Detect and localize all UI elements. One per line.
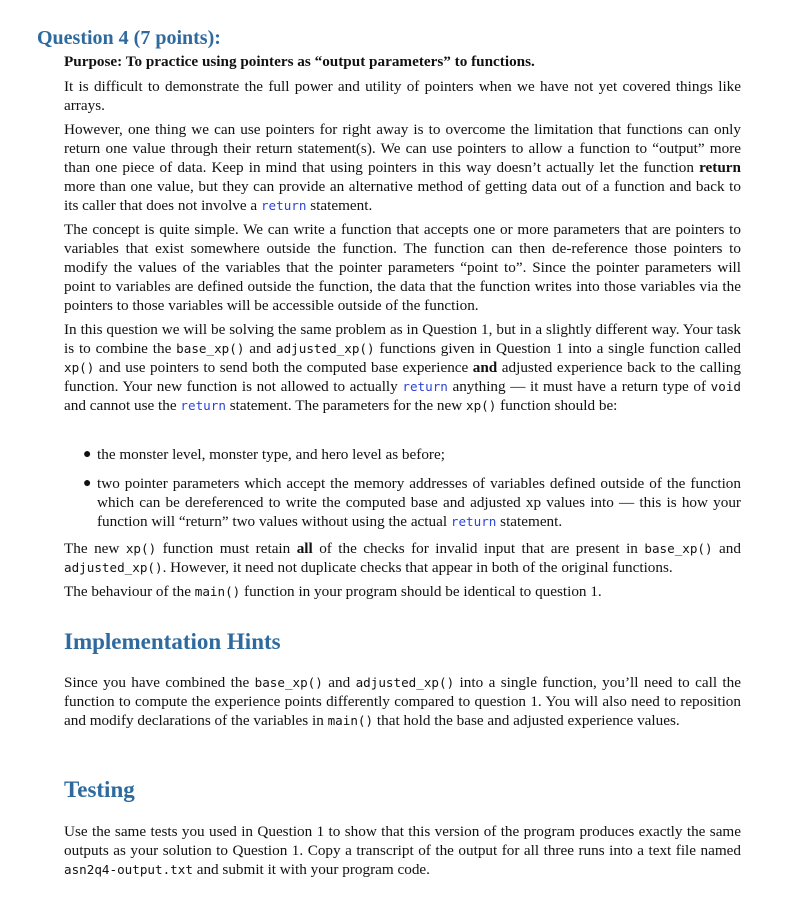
testing-heading: Testing [64, 777, 135, 802]
list-item [83, 445, 741, 464]
code-xp: xp() [125, 541, 157, 556]
paragraph-main [64, 582, 741, 601]
list-item-text: statement. [496, 513, 563, 530]
parameter-list [83, 445, 741, 531]
paragraph-concept [64, 220, 741, 315]
paragraph-limitation [64, 120, 741, 215]
bold-and: and [472, 359, 498, 376]
purpose-text: Purpose: To practice using pointers as “output parameters” to functions. [64, 53, 535, 70]
purpose-line [64, 52, 741, 71]
code-return: return [402, 379, 448, 394]
text-span: into a single function, you’ll need to call the function to compute the experience points differently compared to question 1. You will also need to reposition and modify declarations of the variables in [64, 674, 741, 729]
code-main: main() [327, 713, 374, 728]
bullet-icon: ● [83, 476, 92, 491]
text-span: The new [64, 540, 126, 557]
text-span: and cannot use the [64, 397, 181, 414]
code-filename: asn2q4-output.txt [64, 862, 193, 877]
list-item-text: the monster level, monster type, and hero level as before; [97, 446, 445, 463]
paragraph-testing [64, 822, 741, 879]
hints-heading: Implementation Hints [64, 629, 281, 654]
text-span: and [244, 340, 277, 357]
paragraph-intro-text: It is difficult to demonstrate the full power and utility of pointers when we have not yet covered things like arrays. [64, 78, 741, 114]
text-span: and [322, 674, 356, 691]
code-adjusted-xp: adjusted_xp() [355, 675, 455, 690]
text-span: However, one thing we can use pointers for right away is to overcome the limitation that functions can only return one value through their return statement(s). We can use pointers to allow a function to “output” more than one piece of data. Keep in mind that using pointers in this way doesn’t actually let the function [64, 121, 741, 176]
code-adjusted-xp: adjusted_xp() [276, 341, 375, 356]
text-span: function must retain [156, 540, 297, 557]
bold-all: all [296, 540, 313, 557]
code-base-xp: base_xp() [176, 341, 245, 356]
text-span: and use pointers to send both the computed base experience [94, 359, 473, 376]
text-span: In this question we will be solving the same problem as in Question 1, but in a slightly different way. Your task is to combine the [64, 321, 741, 357]
code-main: main() [194, 584, 241, 599]
paragraph-checks [64, 539, 741, 577]
text-span: more than one value, but they can provide an alternative method of getting data out of a function and back to its caller that does not involve a [64, 178, 741, 214]
text-span: that hold the base and adjusted experience values. [373, 712, 680, 729]
code-base-xp: base_xp() [254, 675, 323, 690]
text-span: statement. The parameters for the new [225, 397, 466, 414]
text-span: functions given in Question 1 into a single function called [374, 340, 741, 357]
code-adjusted-xp: adjusted_xp() [64, 560, 163, 575]
paragraph-task [64, 320, 741, 415]
text-span: adjusted experience back to the calling function. Your new function is not allowed to actually [64, 359, 741, 395]
text-span: of the checks for invalid input that are present in [312, 540, 645, 557]
bold-return: return [699, 159, 741, 176]
text-span: Since you have combined the [64, 674, 255, 691]
paragraph-intro [64, 77, 741, 115]
text-span: Use the same tests you used in Question 1 to show that this version of the program produces exactly the same outputs as your solution to Question 1. Copy a transcript of the output for all three runs into a text file named [64, 823, 741, 859]
text-span: function in your program should be identical to question 1. [240, 583, 602, 600]
paragraph-concept-text: The concept is quite simple. We can write a function that accepts one or more parameters that are pointers to variables that exist somewhere outside the function. The function can then de-reference those pointers to modify the values of the variables that the pointer parameters “point to”. Since the pointer parameters will point to variables are defined outside the function, the data that the function writes into those variables via the pointers to those variables will be accessible outside of the function. [64, 221, 741, 314]
bullet-icon: ● [83, 447, 92, 462]
paragraph-hints [64, 673, 741, 730]
question-title: Question 4 (7 points): [37, 27, 221, 49]
text-span: . However, it need not duplicate checks that appear in both of the original functions. [162, 559, 673, 576]
text-span: statement. [306, 197, 373, 214]
code-xp: xp() [466, 398, 497, 413]
code-xp: xp() [64, 360, 95, 375]
code-return: return [450, 514, 497, 529]
text-span: The behaviour of the [64, 583, 195, 600]
code-return: return [260, 198, 307, 213]
list-item-text: two pointer parameters which accept the memory addresses of variables defined outside of the function which can be dereferenced to write the computed base and adjusted xp values into — this is how your function will “return” two values without using the actual [97, 475, 741, 530]
list-item [83, 474, 741, 531]
text-span: and submit it with your program code. [192, 861, 430, 878]
text-span: and [712, 540, 741, 557]
text-span: anything — it must have a return type of [447, 378, 711, 395]
code-return: return [180, 398, 226, 413]
code-void: void [710, 379, 741, 394]
text-span: function should be: [496, 397, 618, 414]
code-base-xp: base_xp() [644, 541, 713, 556]
